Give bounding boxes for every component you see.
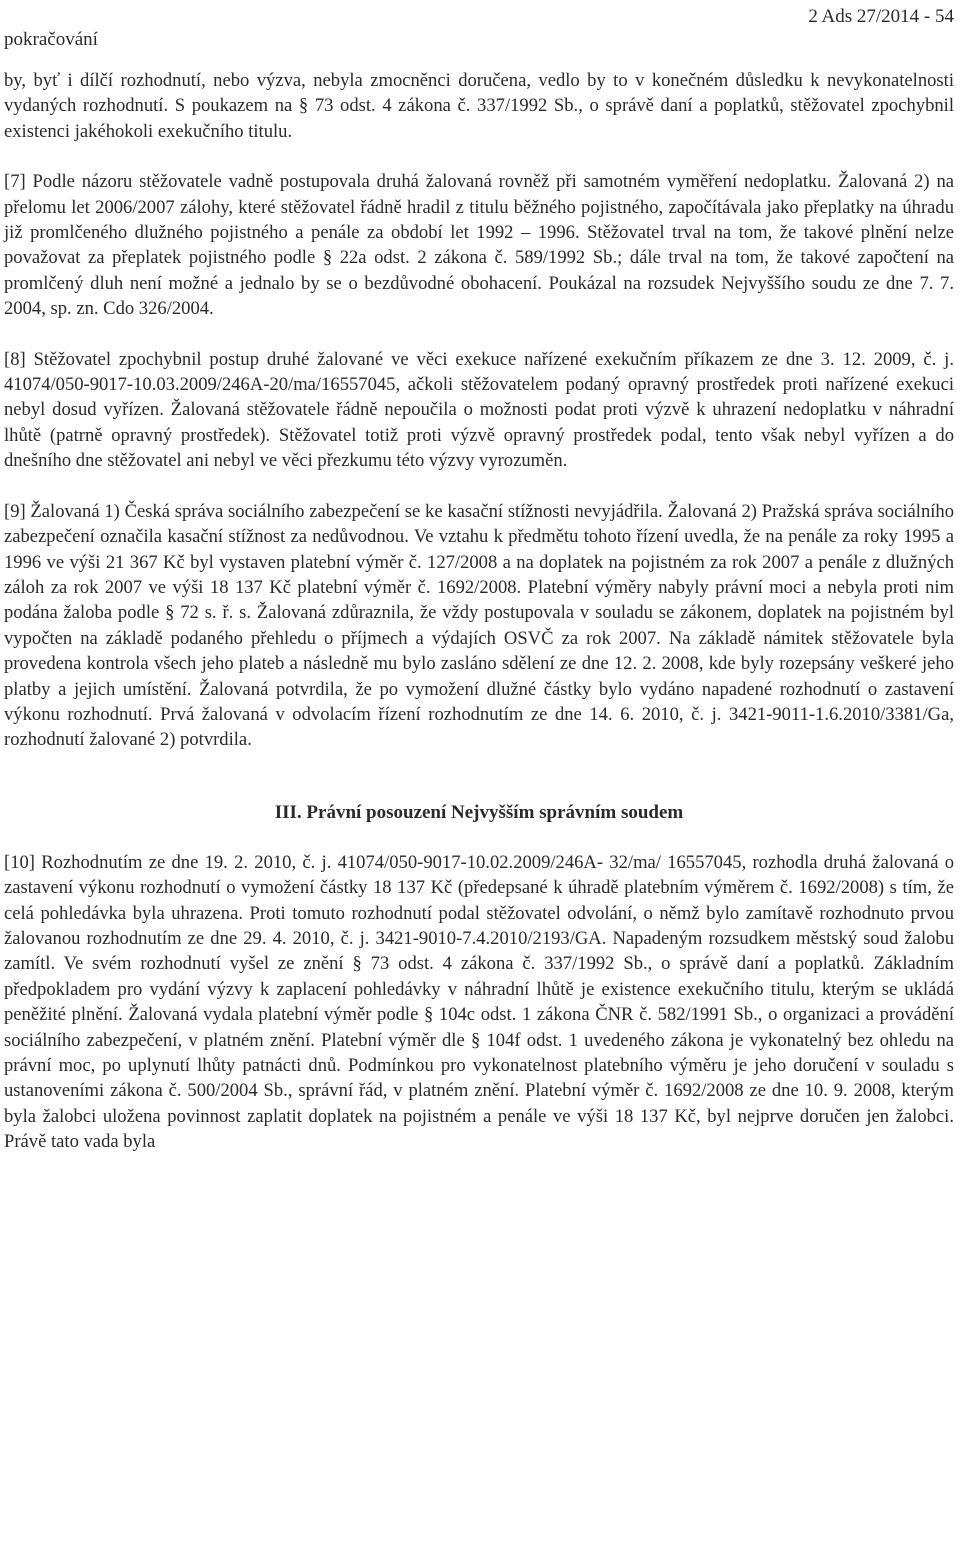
paragraph-9: [9] Žalovaná 1) Česká správa sociálního zabezpečení se ke kasační stížnosti nevyjádřila. Žalovaná 2) Pražská správa sociálního zabezpečení označila kasační stížnost za nedůvodnou. Ve vztahu k předmětu tohoto řízení uvedla, že na penále za roky 1995 a 1996 ve výši 21 367 Kč byl vystaven platební výměr č. 127/2008 a na doplatek na pojistném za rok 2007 a penále z dlužných záloh za rok 2007 ve výši 18 137 Kč platební výměr č. 1692/2008. Platební výměry nabyly právní moci a nebyla proti nim podána žaloba podle § 72 s. ř. s. Žalovaná zdůraznila, že vždy postupovala v souladu se zákonem, doplatek na pojistném byl vypočten na základě podaného přehledu o příjmech a výdajích OSVČ za rok 2007. Na základě námitek stěžovatele byla provedena kontrola všech jeho plateb a následně mu bylo zasláno sdělení ze dne 12. 2. 2008, kde byly rozepsány veškeré jeho platby a jejich umístění. Žalovaná potvrdila, že po vymožení dlužné částky bylo vydáno napadené rozhodnutí o zastavení výkonu rozhodnutí. Prvá žalovaná v odvolacím řízení rozhodnutím ze dne 14. 6. 2010, č. j. 3421-9011-1.6.2010/3381/Ga, rozhodnutí žalované 2) potvrdila. <box>4 500 954 751</box>
case-number: 2 Ads 27/2014 - 54 <box>808 6 954 27</box>
paragraph-10: [10] Rozhodnutím ze dne 19. 2. 2010, č. j. 41074/050-9017-10.02.2009/246A- 32/ma/ 16557045, rozhodla druhá žalovaná o zastavení výkonu rozhodnutí o vymožení částky 18 137 Kč (předepsané k úhradě platebním výměrem č. 1692/2008) s tím, že celá pohledávka byla uhrazena. Proti tomuto rozhodnutí podal stěžovatel odvolání, o němž bylo zamítavě rozhodnuto prvou žalovanou rozhodnutím ze dne 29. 4. 2010, č. j. 3421-9010-7.4.2010/2193/GA. Napadeným rozsudkem městský soud žalobu zamítl. Ve svém rozhodnutí vyšel ze znění § 73 odst. 4 zákona č. 337/1992 Sb., o správě daní a poplatků. Základním předpokladem pro vydání výzvy k zaplacení pohledávky v náhradní lhůtě je existence exekučního titulu, kterým se ukládá peněžité plnění. Žalovaná vydala platební výměr podle § 104c odst. 1 zákona ČNR č. 582/1991 Sb., o organizaci a provádění sociálního zabezpečení, v platném znění. Platební výměr dle § 104f odst. 1 uvedeného zákona je vykonatelný bez ohledu na právní moc, po uplynutí lhůty patnácti dnů. Podmínkou pro vykonatelnost platebního výměru je jeho doručení v souladu s ustanoveními zákona č. 500/2004 Sb., správní řád, v platném znění. Platební výměr č. 1692/2008 ze dne 10. 9. 2008, kterým byla žalobci uložena povinnost zaplatit doplatek na pojistném a penále ve výši 18 137 Kč, byl nejprve doručen jen žalobci. Právě tato vada byla <box>4 851 954 1153</box>
paragraph-8: [8] Stěžovatel zpochybnil postup druhé žalované ve věci exekuce nařízené exekučním příkazem ze dne 3. 12. 2009, č. j. 41074/050-9017-10.03.2009/246A-20/ma/16557045, ačkoli stěžovatelem podaný opravný prostředek proti nařízené exekuci nebyl dosud vyřízen. Žalovaná stěžovatele řádně nepoučila o možnosti podat proti výzvě k uhrazení nedoplatku v náhradní lhůtě (patrně opravný prostředek). Stěžovatel totiž proti výzvě opravný prostředek podal, tento však nebyl vyřízen a do dnešního dne stěžovatel ani nebyl ve věci přezkumu této výzvy vyrozuměn. <box>4 348 954 472</box>
document-page <box>4 0 954 1155</box>
page-header <box>4 0 954 62</box>
paragraph-continuation: by, byť i dílčí rozhodnutí, nebo výzva, nebyla zmocněnci doručena, vedlo by to v konečném důsledku k nevykonatelnosti vydaných rozhodnutí. S poukazem na § 73 odst. 4 zákona č. 337/1992 Sb., o správě daní a poplatků, stěžovatel zpochybnil existenci jakéhokoli exekučního titulu. <box>4 70 954 142</box>
paragraph-7: [7] Podle názoru stěžovatele vadně postupovala druhá žalovaná rovněž při samotném vyměření nedoplatku. Žalovaná 2) na přelomu let 2006/2007 zálohy, které stěžovatel řádně hradil z titulu běžného pojistného, započítávala jako přeplatky na úhradu již promlčeného dlužného pojistného a penále za období let 1992 – 1996. Stěžovatel trval na tom, že takové plnění nelze považovat za přeplatek pojistného podle § 22a odst. 2 zákona č. 589/1992 Sb.; dále trval na tom, že takové započtení na promlčený dluh není možné a jednalo by se o bezdůvodné obohacení. Poukázal na rozsudek Nejvyššího soudu ze dne 7. 7. 2004, sp. zn. Cdo 326/2004. <box>4 171 954 320</box>
continuation-label: pokračování <box>4 29 98 50</box>
section-heading: III. Právní posouzení Nejvyšším správním soudem <box>274 801 684 823</box>
